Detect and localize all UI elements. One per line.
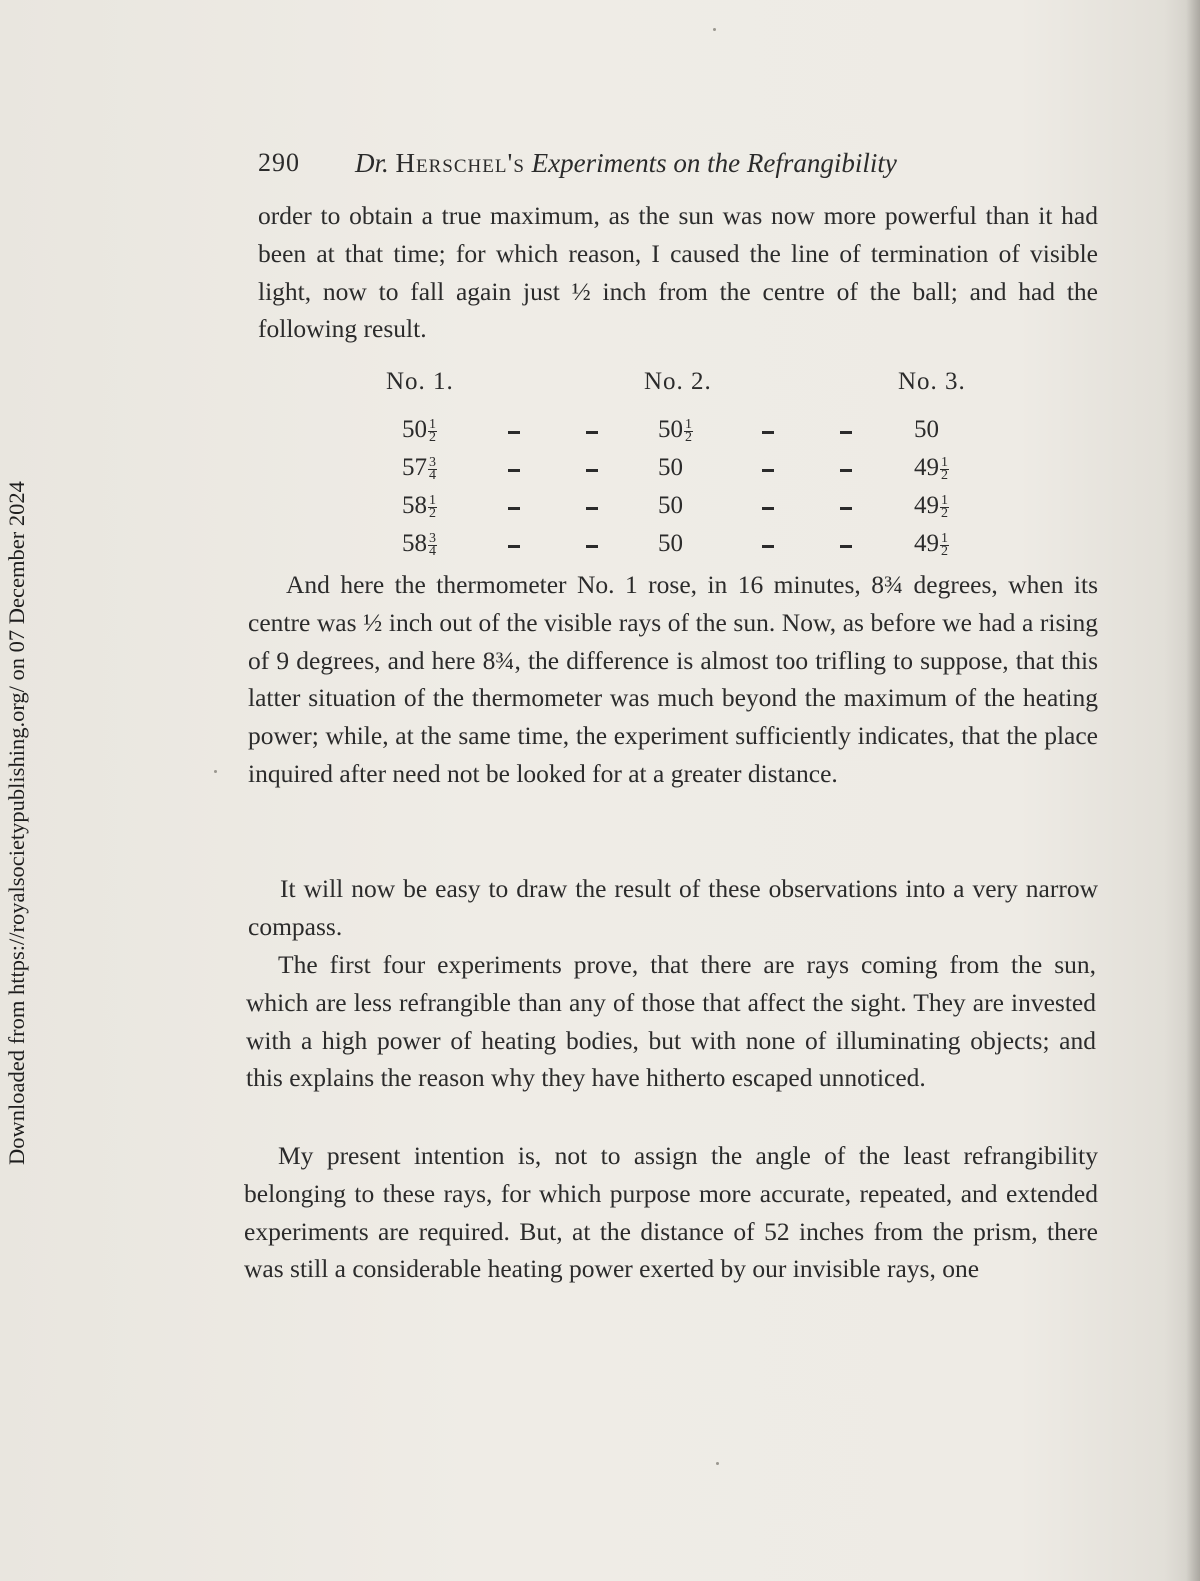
fraction-denominator: 4 xyxy=(429,467,436,483)
fraction-denominator: 2 xyxy=(429,429,436,445)
cell-fraction xyxy=(940,492,949,521)
cell-whole: 58 xyxy=(402,492,427,519)
paper-speck xyxy=(713,28,716,31)
running-header xyxy=(258,145,1038,185)
fraction-numerator: 1 xyxy=(429,416,436,432)
cell-whole: 50 xyxy=(658,454,683,481)
cell-fraction xyxy=(940,454,949,483)
fraction-denominator: 2 xyxy=(941,505,948,521)
leader-dash xyxy=(762,507,774,510)
table-cell xyxy=(914,454,949,482)
paragraph-4: The first four experiments prove, that there are rays coming from the sun, which are less refrangible than any of those that affect the sight. They are invested with a high power of heating bodies, but with none of illuminating objects; and this explains the reason why they have hitherto escaped unnoticed. xyxy=(246,950,1096,1093)
table-cell xyxy=(914,416,939,444)
cell-fraction xyxy=(940,530,949,559)
table-cell xyxy=(658,416,693,444)
cell-whole: 49 xyxy=(914,530,939,557)
column-header-no-2: No. 2. xyxy=(644,368,712,395)
table-cell xyxy=(914,530,949,558)
fraction-denominator: 2 xyxy=(941,467,948,483)
cell-fraction xyxy=(684,416,693,445)
paper-speck xyxy=(214,770,217,773)
fraction-numerator: 1 xyxy=(429,492,436,508)
table-cell xyxy=(402,416,437,444)
leader-dash xyxy=(762,469,774,472)
leader-dash xyxy=(508,507,520,510)
paragraph-5: My present intention is, not to assign the angle of the least refrangibility belonging to these rays, for which purpose more accurate, repeated, and extended experiments are required. But, at the distance of 52 inches from the prism, there was still a considerable heating power exerted by our invisible rays, one xyxy=(244,1141,1098,1284)
leader-dash xyxy=(762,545,774,548)
cell-whole: 50 xyxy=(658,492,683,519)
fraction-denominator: 2 xyxy=(685,429,692,445)
fraction-numerator: 1 xyxy=(941,530,948,546)
cell-whole: 50 xyxy=(658,416,683,443)
table-cell xyxy=(658,530,683,558)
page-edge-shadow xyxy=(1186,0,1200,1581)
download-watermark: Downloaded from https://royalsocietypublishing.org/ on 07 December 2024 xyxy=(4,481,29,1165)
leader-dash xyxy=(508,469,520,472)
paper-speck xyxy=(716,1462,719,1465)
paragraph-1: order to obtain a true maximum, as the sun was now more powerful than it had been at that time; for which reason, I caused the line of termination of visible light, now to fall again just ½ inch from the centre of the ball; and had the following result. xyxy=(258,201,1098,344)
cell-whole: 50 xyxy=(658,530,683,557)
column-header-no-1: No. 1. xyxy=(386,368,454,395)
table-cell xyxy=(658,492,683,520)
cell-whole: 50 xyxy=(402,416,427,443)
fraction-numerator: 1 xyxy=(941,454,948,470)
leader-dash xyxy=(840,507,852,510)
leader-dash xyxy=(840,545,852,548)
cell-fraction xyxy=(428,492,437,521)
cell-whole: 58 xyxy=(402,530,427,557)
cell-fraction xyxy=(428,454,437,483)
paragraph-3: It will now be easy to draw the result of these observations into a very narrow compass. xyxy=(248,874,1098,941)
leader-dash xyxy=(840,469,852,472)
table-cell xyxy=(914,492,949,520)
leader-dash xyxy=(762,431,774,434)
leader-dash xyxy=(586,545,598,548)
leader-dash xyxy=(508,545,520,548)
fraction-numerator: 3 xyxy=(429,530,436,546)
leader-dash xyxy=(586,469,598,472)
fraction-numerator: 3 xyxy=(429,454,436,470)
table-cell xyxy=(658,454,683,482)
leader-dash xyxy=(586,431,598,434)
table-cell xyxy=(402,492,437,520)
paragraph-2: And here the thermometer No. 1 rose, in 16 minutes, 8¾ degrees, when its centre was ½ inch out of the visible rays of the sun. Now, as before we had a rising of 9 degrees, and here 8¾, the difference is almost too trifling to suppose, that this latter situation of the thermometer was much beyond the maximum of the heating power; while, at the same time, the experiment sufficiently indicates, that the place inquired after need not be looked for at a greater distance. xyxy=(248,570,1098,788)
title-rest: Experiments on the Refrangibility xyxy=(531,148,897,178)
title-prefix: Dr. xyxy=(355,148,389,178)
table-cell xyxy=(402,530,437,558)
cell-fraction xyxy=(428,416,437,445)
fraction-denominator: 4 xyxy=(429,543,436,559)
cell-whole: 49 xyxy=(914,454,939,481)
fraction-denominator: 2 xyxy=(941,543,948,559)
table-cell xyxy=(402,454,437,482)
column-header-no-3: No. 3. xyxy=(898,368,966,395)
fraction-numerator: 1 xyxy=(685,416,692,432)
running-title xyxy=(355,145,897,181)
cell-whole: 57 xyxy=(402,454,427,481)
title-author: Herschel's xyxy=(395,148,525,178)
leader-dash xyxy=(840,431,852,434)
cell-fraction xyxy=(428,530,437,559)
cell-whole: 49 xyxy=(914,492,939,519)
cell-whole: 50 xyxy=(914,416,939,443)
page-number: 290 xyxy=(258,148,300,177)
leader-dash xyxy=(586,507,598,510)
fraction-numerator: 1 xyxy=(941,492,948,508)
leader-dash xyxy=(508,431,520,434)
fraction-denominator: 2 xyxy=(429,505,436,521)
thermometer-table xyxy=(380,368,1020,568)
